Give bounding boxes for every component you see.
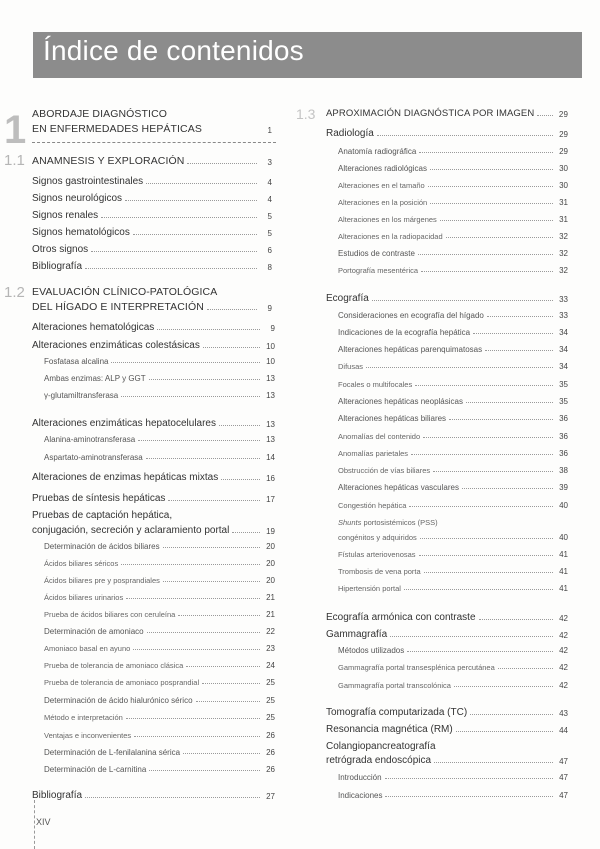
toc-entry-label: Obstrucción de vías biliares: [338, 466, 431, 475]
leader-dots: [434, 762, 553, 763]
toc-entry[interactable]: [44, 453, 275, 462]
toc-entry[interactable]: [44, 391, 275, 400]
toc-entry-page: 8: [267, 263, 272, 272]
toc-entry-page: 42: [559, 663, 568, 672]
toc-entry-page: 38: [559, 466, 568, 475]
toc-entry-page: 21: [266, 593, 275, 602]
leader-dots: [221, 479, 260, 480]
leader-dots: [121, 396, 260, 397]
leader-dots: [232, 532, 260, 533]
toc-entry-label: Tomografía computarizada (TC): [326, 707, 468, 718]
toc-entry[interactable]: [32, 340, 275, 351]
toc-entry[interactable]: [326, 293, 568, 304]
toc-entry[interactable]: [338, 266, 568, 275]
toc-entry-label: Ecografía: [326, 293, 369, 304]
toc-entry[interactable]: [338, 181, 568, 190]
toc-entry-label: congénitos y adquiridos: [338, 533, 417, 542]
leader-dots: [423, 437, 553, 438]
leader-dots: [421, 271, 553, 272]
toc-entry-page: 24: [266, 661, 275, 670]
leader-dots: [440, 220, 553, 221]
toc-entry-page: 42: [559, 646, 568, 655]
toc-entry-page: 36: [559, 414, 568, 423]
leader-dots: [485, 350, 553, 351]
toc-entry-page: 9: [270, 324, 275, 333]
leader-dots: [487, 316, 553, 317]
toc-entry[interactable]: [338, 215, 568, 224]
toc-entry[interactable]: [44, 576, 275, 585]
leader-dots: [446, 237, 553, 238]
toc-entry-label: Bibliografía: [32, 261, 83, 272]
toc-entry-page: 13: [266, 420, 275, 429]
margin-divider: [34, 800, 35, 849]
toc-entry-page: 41: [559, 584, 568, 593]
toc-entry[interactable]: [338, 380, 568, 389]
toc-entry[interactable]: [338, 249, 568, 258]
toc-entry[interactable]: [32, 244, 272, 255]
toc-entry[interactable]: [32, 176, 272, 187]
chapter-title-line2[interactable]: EN ENFERMEDADES HEPÁTICAS 1: [32, 123, 272, 135]
toc-entry-page: 47: [559, 757, 568, 766]
leader-dots: [149, 379, 260, 380]
toc-entry-page: 33: [559, 295, 568, 304]
section-1-2-heading-line1[interactable]: EVALUACIÓN CLÍNICO-PATOLÓGICA: [32, 286, 218, 298]
leader-dots: [147, 632, 260, 633]
leader-dots: [409, 506, 553, 507]
toc-entry-page: 34: [559, 345, 568, 354]
toc-entry[interactable]: [32, 472, 275, 483]
leader-dots: [101, 217, 257, 218]
toc-entry-label: Anatomía radiográfica: [338, 147, 417, 156]
toc-entry-page: 26: [266, 731, 275, 740]
leader-dots: [126, 718, 260, 719]
toc-entry-label: Gammagrafía: [326, 629, 388, 640]
leader-dots: [456, 731, 553, 732]
toc-entry[interactable]: [326, 629, 568, 640]
toc-entry-label: Signos gastrointestinales: [32, 176, 144, 187]
leader-dots: [168, 500, 260, 501]
leader-dots: [466, 402, 553, 403]
section-number-1-2: 1.2: [4, 284, 25, 301]
toc-entry-label: Aspartato-aminotransferasa: [44, 453, 143, 462]
toc-entry-page: 20: [266, 542, 275, 551]
toc-entry-label: Alteraciones en la posición: [338, 198, 428, 207]
leader-dots: [454, 686, 553, 687]
toc-entry-label: Determinación de ácidos biliares: [44, 542, 160, 551]
toc-entry[interactable]: [44, 559, 275, 568]
toc-entry-label: Alteraciones hepáticas parenquimatosas: [338, 345, 483, 354]
leader-dots: [138, 440, 260, 441]
leader-dots: [146, 183, 257, 184]
leader-dots: [183, 753, 260, 754]
toc-entry-label: Consideraciones en ecografía del hígado: [338, 311, 484, 320]
toc-entry-label: Ácidos biliares séricos: [44, 559, 119, 568]
toc-entry-label: Anomalías del contenido: [338, 432, 421, 441]
toc-entry[interactable]: [338, 533, 568, 542]
toc-entry-label: Determinación de L-carnitina: [44, 765, 147, 774]
toc-entry-label: Alteraciones hematológicas: [32, 322, 155, 333]
toc-entry-page: 42: [559, 681, 568, 690]
leader-dots: [125, 200, 257, 201]
leader-dots: [196, 701, 260, 702]
toc-entry[interactable]: [44, 696, 275, 705]
section-number-1-1: 1.1: [4, 152, 25, 169]
toc-entry-label: Ecografía armónica con contraste: [326, 612, 476, 623]
toc-entry-page: 41: [559, 550, 568, 559]
toc-entry-page: 29: [559, 130, 568, 139]
toc-entry[interactable]: [326, 612, 568, 623]
toc-entry-label: Prueba de tolerancia de amoniaco clásica: [44, 661, 184, 670]
leader-dots: [149, 770, 260, 771]
section-1-2-heading-line2[interactable]: DEL HÍGADO E INTERPRETACIÓN 9: [32, 301, 272, 313]
leader-dots: [146, 458, 260, 459]
toc-entry-page: 5: [267, 229, 272, 238]
toc-entry[interactable]: [338, 432, 568, 441]
toc-entry-page: 41: [559, 567, 568, 576]
leader-dots: [462, 488, 553, 489]
toc-entry-label: Resonancia magnética (RM): [326, 724, 453, 735]
toc-entry[interactable]: [44, 678, 275, 687]
toc-entry[interactable]: [32, 227, 272, 238]
toc-entry[interactable]: [338, 198, 568, 207]
toc-entry[interactable]: [338, 584, 568, 593]
toc-entry[interactable]: [338, 791, 568, 800]
toc-entry-label: Signos renales: [32, 210, 99, 221]
toc-entry[interactable]: [326, 741, 568, 752]
toc-entry-label: Alteraciones hepáticas neoplásicas: [338, 397, 463, 406]
toc-entry-label: Signos hematológicos: [32, 227, 130, 238]
toc-entry[interactable]: [326, 724, 568, 735]
leader-dots: [85, 268, 257, 269]
toc-entry-label: Métodos utilizados: [338, 646, 405, 655]
toc-entry-page: 26: [266, 765, 275, 774]
toc-entry-label: conjugación, secreción y aclaramiento portal: [32, 525, 230, 536]
toc-entry[interactable]: [44, 765, 275, 774]
toc-entry[interactable]: [44, 644, 275, 653]
toc-entry-page: 4: [267, 178, 272, 187]
toc-entry[interactable]: [338, 773, 568, 782]
leader-dots: [91, 251, 257, 252]
toc-entry-page: 25: [266, 678, 275, 687]
leader-dots: [470, 714, 553, 715]
toc-entry-label: Alteraciones hepáticas vasculares: [338, 483, 459, 492]
toc-entry[interactable]: [338, 328, 568, 337]
toc-entry[interactable]: [44, 610, 275, 619]
toc-entry-page: 25: [266, 713, 275, 722]
section-number-1-3: 1.3: [296, 106, 316, 122]
toc-entry-page: 23: [266, 644, 275, 653]
toc-entry[interactable]: [32, 322, 275, 333]
toc-entry-page: 10: [266, 342, 275, 351]
toc-entry-page: 5: [267, 212, 272, 221]
toc-entry-label: Colangiopancreatografía: [326, 741, 436, 752]
toc-entry-label: Pruebas de síntesis hepáticas: [32, 493, 166, 504]
toc-entry-page: 13: [266, 391, 275, 400]
toc-entry-label: Alteraciones de enzimas hepáticas mixtas: [32, 472, 219, 483]
toc-entry[interactable]: [44, 731, 275, 740]
toc-entry[interactable]: [338, 449, 568, 458]
toc-entry-label: Alteraciones enzimáticas colestásicas: [32, 340, 200, 351]
toc-entry[interactable]: [338, 501, 568, 510]
toc-entry-label: Introducción: [338, 773, 382, 782]
toc-entry-label: Prueba de tolerancia de amoniaco posprandial: [44, 678, 200, 687]
leader-dots: [178, 615, 260, 616]
toc-entry-page: 20: [266, 576, 275, 585]
toc-entry[interactable]: [32, 525, 275, 536]
leader-dots: [133, 649, 260, 650]
toc-entry-page: 32: [559, 249, 568, 258]
toc-entry[interactable]: [32, 790, 275, 801]
toc-entry-page: 32: [559, 232, 568, 241]
toc-entry[interactable]: [32, 210, 272, 221]
leader-dots: [186, 666, 260, 667]
leader-dots: [420, 538, 553, 539]
toc-entry[interactable]: [338, 311, 568, 320]
leader-dots: [390, 636, 553, 637]
toc-entry[interactable]: [32, 193, 272, 204]
leader-dots: [157, 329, 260, 330]
leader-dots: [111, 362, 260, 363]
toc-entry[interactable]: [338, 345, 568, 354]
leader-dots: [366, 367, 553, 368]
toc-entry-label: Indicaciones: [338, 791, 383, 800]
toc-entry-label: Gammagrafía portal transcolónica: [338, 681, 451, 690]
toc-entry-page: 4: [267, 195, 272, 204]
toc-entry[interactable]: [338, 567, 568, 576]
toc-entry-label: Focales o multifocales: [338, 380, 413, 389]
toc-entry-label: Otros signos: [32, 244, 89, 255]
leader-dots: [418, 254, 553, 255]
toc-entry-page: 36: [559, 449, 568, 458]
toc-entry[interactable]: [338, 663, 568, 672]
chapter-title-line1[interactable]: ABORDAJE DIAGNÓSTICO: [32, 108, 168, 120]
toc-entry-page: 44: [559, 726, 568, 735]
toc-entry[interactable]: [32, 418, 275, 429]
toc-entry-label: Fístulas arteriovenosas: [338, 550, 416, 559]
toc-entry-page: 40: [559, 533, 568, 542]
leader-dots: [133, 234, 257, 235]
toc-entry-page: 25: [266, 696, 275, 705]
toc-entry-label: Prueba de ácidos biliares con ceruleína: [44, 610, 176, 619]
toc-entry-page: 29: [559, 147, 568, 156]
toc-entry-page: 42: [559, 631, 568, 640]
toc-entry-page: 40: [559, 501, 568, 510]
toc-entry-label: Alteraciones en los márgenes: [338, 215, 437, 224]
leader-dots: [202, 683, 260, 684]
toc-entry-page: 34: [559, 362, 568, 371]
leader-dots: [449, 419, 553, 420]
toc-entry-page: 35: [559, 397, 568, 406]
toc-entry[interactable]: [338, 147, 568, 156]
toc-entry-page: 17: [266, 495, 275, 504]
toc-entry[interactable]: [338, 362, 568, 371]
toc-entry-label: Indicaciones de la ecografía hepática: [338, 328, 471, 337]
toc-entry[interactable]: [32, 493, 275, 504]
leader-dots: [203, 347, 260, 348]
toc-entry-page: 32: [559, 266, 568, 275]
title-banner: [33, 32, 582, 78]
page-number: XIV: [36, 817, 51, 827]
toc-entry[interactable]: [44, 661, 275, 670]
toc-entry-label: Radiología: [326, 128, 374, 139]
leader-dots: [134, 736, 260, 737]
toc-entry-label: Signos neurológicos: [32, 193, 123, 204]
toc-entry[interactable]: [338, 518, 568, 527]
toc-entry[interactable]: [338, 483, 568, 492]
leader-dots: [433, 471, 553, 472]
leader-dots: [407, 651, 553, 652]
toc-entry-page: 39: [559, 483, 568, 492]
toc-entry-page: 22: [266, 627, 275, 636]
toc-entry[interactable]: [44, 542, 275, 551]
toc-entry-page: 16: [266, 474, 275, 483]
toc-entry-label: Ácidos biliares urinarios: [44, 593, 124, 602]
toc-entry-label: γ-glutamiltransferasa: [44, 391, 119, 400]
toc-entry-label: Shunts portosistémicos (PSS): [338, 518, 438, 527]
leader-dots: [473, 333, 553, 334]
toc-entry-page: 30: [559, 181, 568, 190]
toc-entry[interactable]: [44, 713, 275, 722]
leader-dots: [163, 581, 260, 582]
toc-entry[interactable]: [338, 164, 568, 173]
toc-entry-label: Amoniaco basal en ayuno: [44, 644, 131, 653]
toc-entry-label: Alteraciones en el tamaño: [338, 181, 425, 190]
leader-dots: [219, 425, 260, 426]
toc-entry-label: Alteraciones hepáticas biliares: [338, 414, 447, 423]
toc-entry-page: 13: [266, 374, 275, 383]
toc-entry[interactable]: [326, 128, 568, 139]
toc-entry[interactable]: [44, 627, 275, 636]
leader-dots: [411, 454, 553, 455]
toc-entry-page: 47: [559, 791, 568, 800]
toc-entry-label: Ácidos biliares pre y posprandiales: [44, 576, 160, 585]
toc-entry-label: Alteraciones en la radiopacidad: [338, 232, 443, 241]
toc-entry[interactable]: [44, 435, 275, 444]
toc-entry-label: Fosfatasa alcalina: [44, 357, 109, 366]
toc-entry-page: 10: [266, 357, 275, 366]
toc-entry-label: Determinación de amoniaco: [44, 627, 144, 636]
toc-entry[interactable]: [338, 550, 568, 559]
toc-entry-label: Anomalías parietales: [338, 449, 409, 458]
toc-entry[interactable]: [32, 510, 275, 521]
toc-entry-page: 42: [559, 614, 568, 623]
toc-entry-label: retrógrada endoscópica: [326, 755, 432, 766]
toc-entry[interactable]: [44, 374, 275, 383]
toc-entry-page: 36: [559, 432, 568, 441]
toc-entry-page: 47: [559, 773, 568, 782]
leader-dots: [479, 619, 553, 620]
toc-entry[interactable]: [32, 261, 272, 272]
toc-entry[interactable]: [44, 748, 275, 757]
leader-dots: [430, 169, 553, 170]
toc-entry[interactable]: [338, 466, 568, 475]
toc-entry[interactable]: [338, 397, 568, 406]
leader-dots: [377, 135, 553, 136]
section-1-3-heading[interactable]: APROXIMACIÓN DIAGNÓSTICA POR IMAGEN 29: [326, 108, 568, 119]
toc-entry-label: Ambas enzimas: ALP y GGT: [44, 374, 146, 383]
leader-dots: [498, 668, 553, 669]
toc-entry-page: 31: [559, 215, 568, 224]
toc-entry-page: 27: [266, 792, 275, 801]
leader-dots: [404, 589, 553, 590]
leader-dots: [85, 797, 260, 798]
toc-entry-page: 26: [266, 748, 275, 757]
toc-entry-label: Estudios de contraste: [338, 249, 415, 258]
toc-entry[interactable]: [44, 593, 275, 602]
toc-entry[interactable]: [338, 232, 568, 241]
toc-entry[interactable]: [326, 755, 568, 766]
leader-dots: [126, 598, 260, 599]
toc-entry[interactable]: [338, 414, 568, 423]
leader-dots: [163, 547, 260, 548]
toc-entry-page: 35: [559, 380, 568, 389]
leader-dots: [428, 186, 553, 187]
toc-entry-page: 6: [267, 246, 272, 255]
toc-entry-label: Bibliografía: [32, 790, 83, 801]
toc-entry-page: 14: [266, 453, 275, 462]
toc-entry-label: Difusas: [338, 362, 364, 371]
leader-dots: [385, 796, 553, 797]
toc-entry-label: Método e interpretación: [44, 713, 123, 722]
toc-entry[interactable]: [326, 707, 568, 718]
leader-dots: [121, 564, 260, 565]
page-title: Índice de contenidos: [43, 35, 304, 66]
toc-entry-label: Hipertensión portal: [338, 584, 401, 593]
leader-dots: [419, 555, 553, 556]
toc-entry-label: Gammagrafía portal transesplénica percutánea: [338, 663, 495, 672]
toc-entry-label: Congestión hepática: [338, 501, 407, 510]
toc-entry-page: 13: [266, 435, 275, 444]
toc-entry-page: 20: [266, 559, 275, 568]
toc-entry-label: Trombosis de vena porta: [338, 567, 421, 576]
toc-entry-label: Ventajas e inconvenientes: [44, 731, 132, 740]
leader-dots: [415, 385, 553, 386]
leader-dots: [372, 300, 553, 301]
leader-dots: [385, 778, 553, 779]
toc-entry-label: Determinación de L-fenilalanina sérica: [44, 748, 181, 757]
section-1-1-heading[interactable]: ANAMNESIS Y EXPLORACIÓN 3: [32, 155, 272, 167]
toc-entry[interactable]: [44, 357, 275, 366]
chapter-divider: [32, 142, 276, 143]
toc-entry-label: Alanina-aminotransferasa: [44, 435, 136, 444]
toc-entry[interactable]: [338, 681, 568, 690]
toc-entry-page: 33: [559, 311, 568, 320]
toc-entry-label: Alteraciones enzimáticas hepatocelulares: [32, 418, 216, 429]
toc-entry-page: 21: [266, 610, 275, 619]
toc-entry-label: Portografía mesentérica: [338, 266, 419, 275]
toc-entry[interactable]: [338, 646, 568, 655]
leader-dots: [430, 203, 553, 204]
toc-entry-label: Determinación de ácido hialurónico sérico: [44, 696, 193, 705]
toc-entry-page: 34: [559, 328, 568, 337]
toc-entry-page: 43: [559, 709, 568, 718]
toc-entry-page: 30: [559, 164, 568, 173]
leader-dots: [419, 152, 553, 153]
toc-entry-label: Alteraciones radiológicas: [338, 164, 427, 173]
toc-entry-page: 19: [266, 527, 275, 536]
toc-entry-label: Pruebas de captación hepática,: [32, 510, 173, 521]
leader-dots: [424, 572, 553, 573]
toc-entry-page: 31: [559, 198, 568, 207]
chapter-number: 1: [4, 108, 27, 152]
